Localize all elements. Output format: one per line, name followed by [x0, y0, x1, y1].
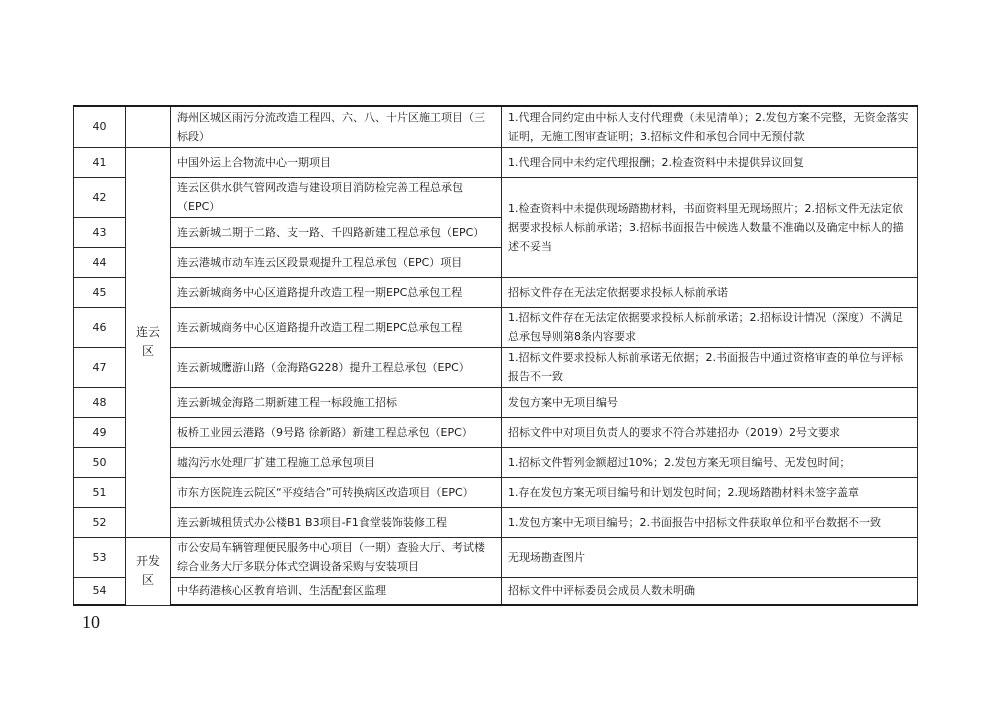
issue-text: 1.代理合同中未约定代理报酬；2.检查资料中未提供异议回复	[502, 147, 918, 177]
row-number: 46	[74, 307, 126, 347]
area-kaifa: 开发区	[126, 537, 171, 605]
issue-text: 招标文件中评标委员会成员人数未明确	[502, 577, 918, 605]
row-number: 43	[74, 217, 126, 247]
row-number: 54	[74, 577, 126, 605]
issue-text: 发包方案中无项目编号	[502, 387, 918, 417]
table-row	[74, 417, 918, 447]
area-cell	[126, 106, 171, 147]
project-name: 墟沟污水处理厂扩建工程施工总承包项目	[171, 447, 502, 477]
table-row	[74, 147, 918, 177]
row-number: 52	[74, 507, 126, 537]
row-number: 42	[74, 177, 126, 217]
page-number: 10	[82, 612, 100, 632]
table-row	[74, 177, 918, 217]
project-name: 连云新城商务中心区道路提升改造工程一期EPC总承包工程	[171, 277, 502, 307]
project-name: 市公安局车辆管理便民服务中心项目（一期）查验大厅、考试楼综合业务大厅多联分体式空调设备采购与安装项目	[171, 537, 502, 577]
project-name: 连云港城市动车连云区段景观提升工程总承包（EPC）项目	[171, 247, 502, 277]
table-row	[74, 447, 918, 477]
row-number: 53	[74, 537, 126, 577]
row-number: 41	[74, 147, 126, 177]
issue-text: 招标文件中对项目负责人的要求不符合苏建招办（2019）2号文要求	[502, 417, 918, 447]
project-name: 连云新城金海路二期新建工程一标段施工招标	[171, 387, 502, 417]
row-number: 51	[74, 477, 126, 507]
project-name: 连云区供水供气管网改造与建设项目消防检完善工程总承包（EPC）	[171, 177, 502, 217]
issue-text: 无现场勘查图片	[502, 537, 918, 577]
row-number: 50	[74, 447, 126, 477]
project-name: 连云新城鹰游山路（金海路G228）提升工程总承包（EPC）	[171, 347, 502, 387]
project-name: 连云新城租赁式办公楼B1 B3项目-F1食堂装饰装修工程	[171, 507, 502, 537]
inspection-table	[73, 105, 918, 606]
issue-text: 1.招标文件要求投标人标前承诺无依据；2.书面报告中通过资格审查的单位与评标报告不一致	[502, 347, 918, 387]
row-number: 45	[74, 277, 126, 307]
project-name: 市东方医院连云院区“平疫结合”可转换病区改造项目（EPC）	[171, 477, 502, 507]
table-row	[74, 307, 918, 347]
table-row	[74, 477, 918, 507]
project-name: 连云新城二期于二路、支一路、千四路新建工程总承包（EPC）	[171, 217, 502, 247]
issue-text: 1.招标文件暂列金额超过10%；2.发包方案无项目编号、无发包时间；	[502, 447, 918, 477]
issue-text: 1.检查资料中未提供现场踏勘材料，书面资料里无现场照片；2.招标文件无法定依据要求投标人标前承诺；3.招标书面报告中候选人数量不准确以及确定中标人的描述不妥当	[502, 177, 918, 277]
table-row	[74, 577, 918, 605]
issue-text: 1.代理合同约定由中标人支付代理费（未见清单）；2.发包方案不完整，无资金落实证明，无施工图审查证明；3.招标文件和承包合同中无预付款	[502, 106, 918, 147]
project-name: 板桥工业园云港路（9号路 徐新路）新建工程总承包（EPC）	[171, 417, 502, 447]
project-name: 海州区城区雨污分流改造工程四、六、八、十片区施工项目（三标段）	[171, 106, 502, 147]
project-name: 中国外运上合物流中心一期项目	[171, 147, 502, 177]
issue-text: 1.招标文件存在无法定依据要求投标人标前承诺；2.招标设计情况（深度）不满足总承包导则第8条内容要求	[502, 307, 918, 347]
row-number: 44	[74, 247, 126, 277]
row-number: 49	[74, 417, 126, 447]
project-name: 中华药港核心区教育培训、生活配套区监理	[171, 577, 502, 605]
row-number: 47	[74, 347, 126, 387]
issue-text: 招标文件存在无法定依据要求投标人标前承诺	[502, 277, 918, 307]
table-row	[74, 537, 918, 577]
table-row	[74, 507, 918, 537]
table-row	[74, 347, 918, 387]
table-row	[74, 106, 918, 147]
issue-text: 1.存在发包方案无项目编号和计划发包时间；2.现场踏勘材料未签字盖章	[502, 477, 918, 507]
table-row	[74, 277, 918, 307]
table-row	[74, 387, 918, 417]
project-name: 连云新城商务中心区道路提升改造工程二期EPC总承包工程	[171, 307, 502, 347]
row-number: 48	[74, 387, 126, 417]
row-number: 40	[74, 106, 126, 147]
issue-text: 1.发包方案中无项目编号；2.书面报告中招标文件获取单位和平台数据不一致	[502, 507, 918, 537]
area-lianyun: 连云区	[126, 147, 171, 537]
